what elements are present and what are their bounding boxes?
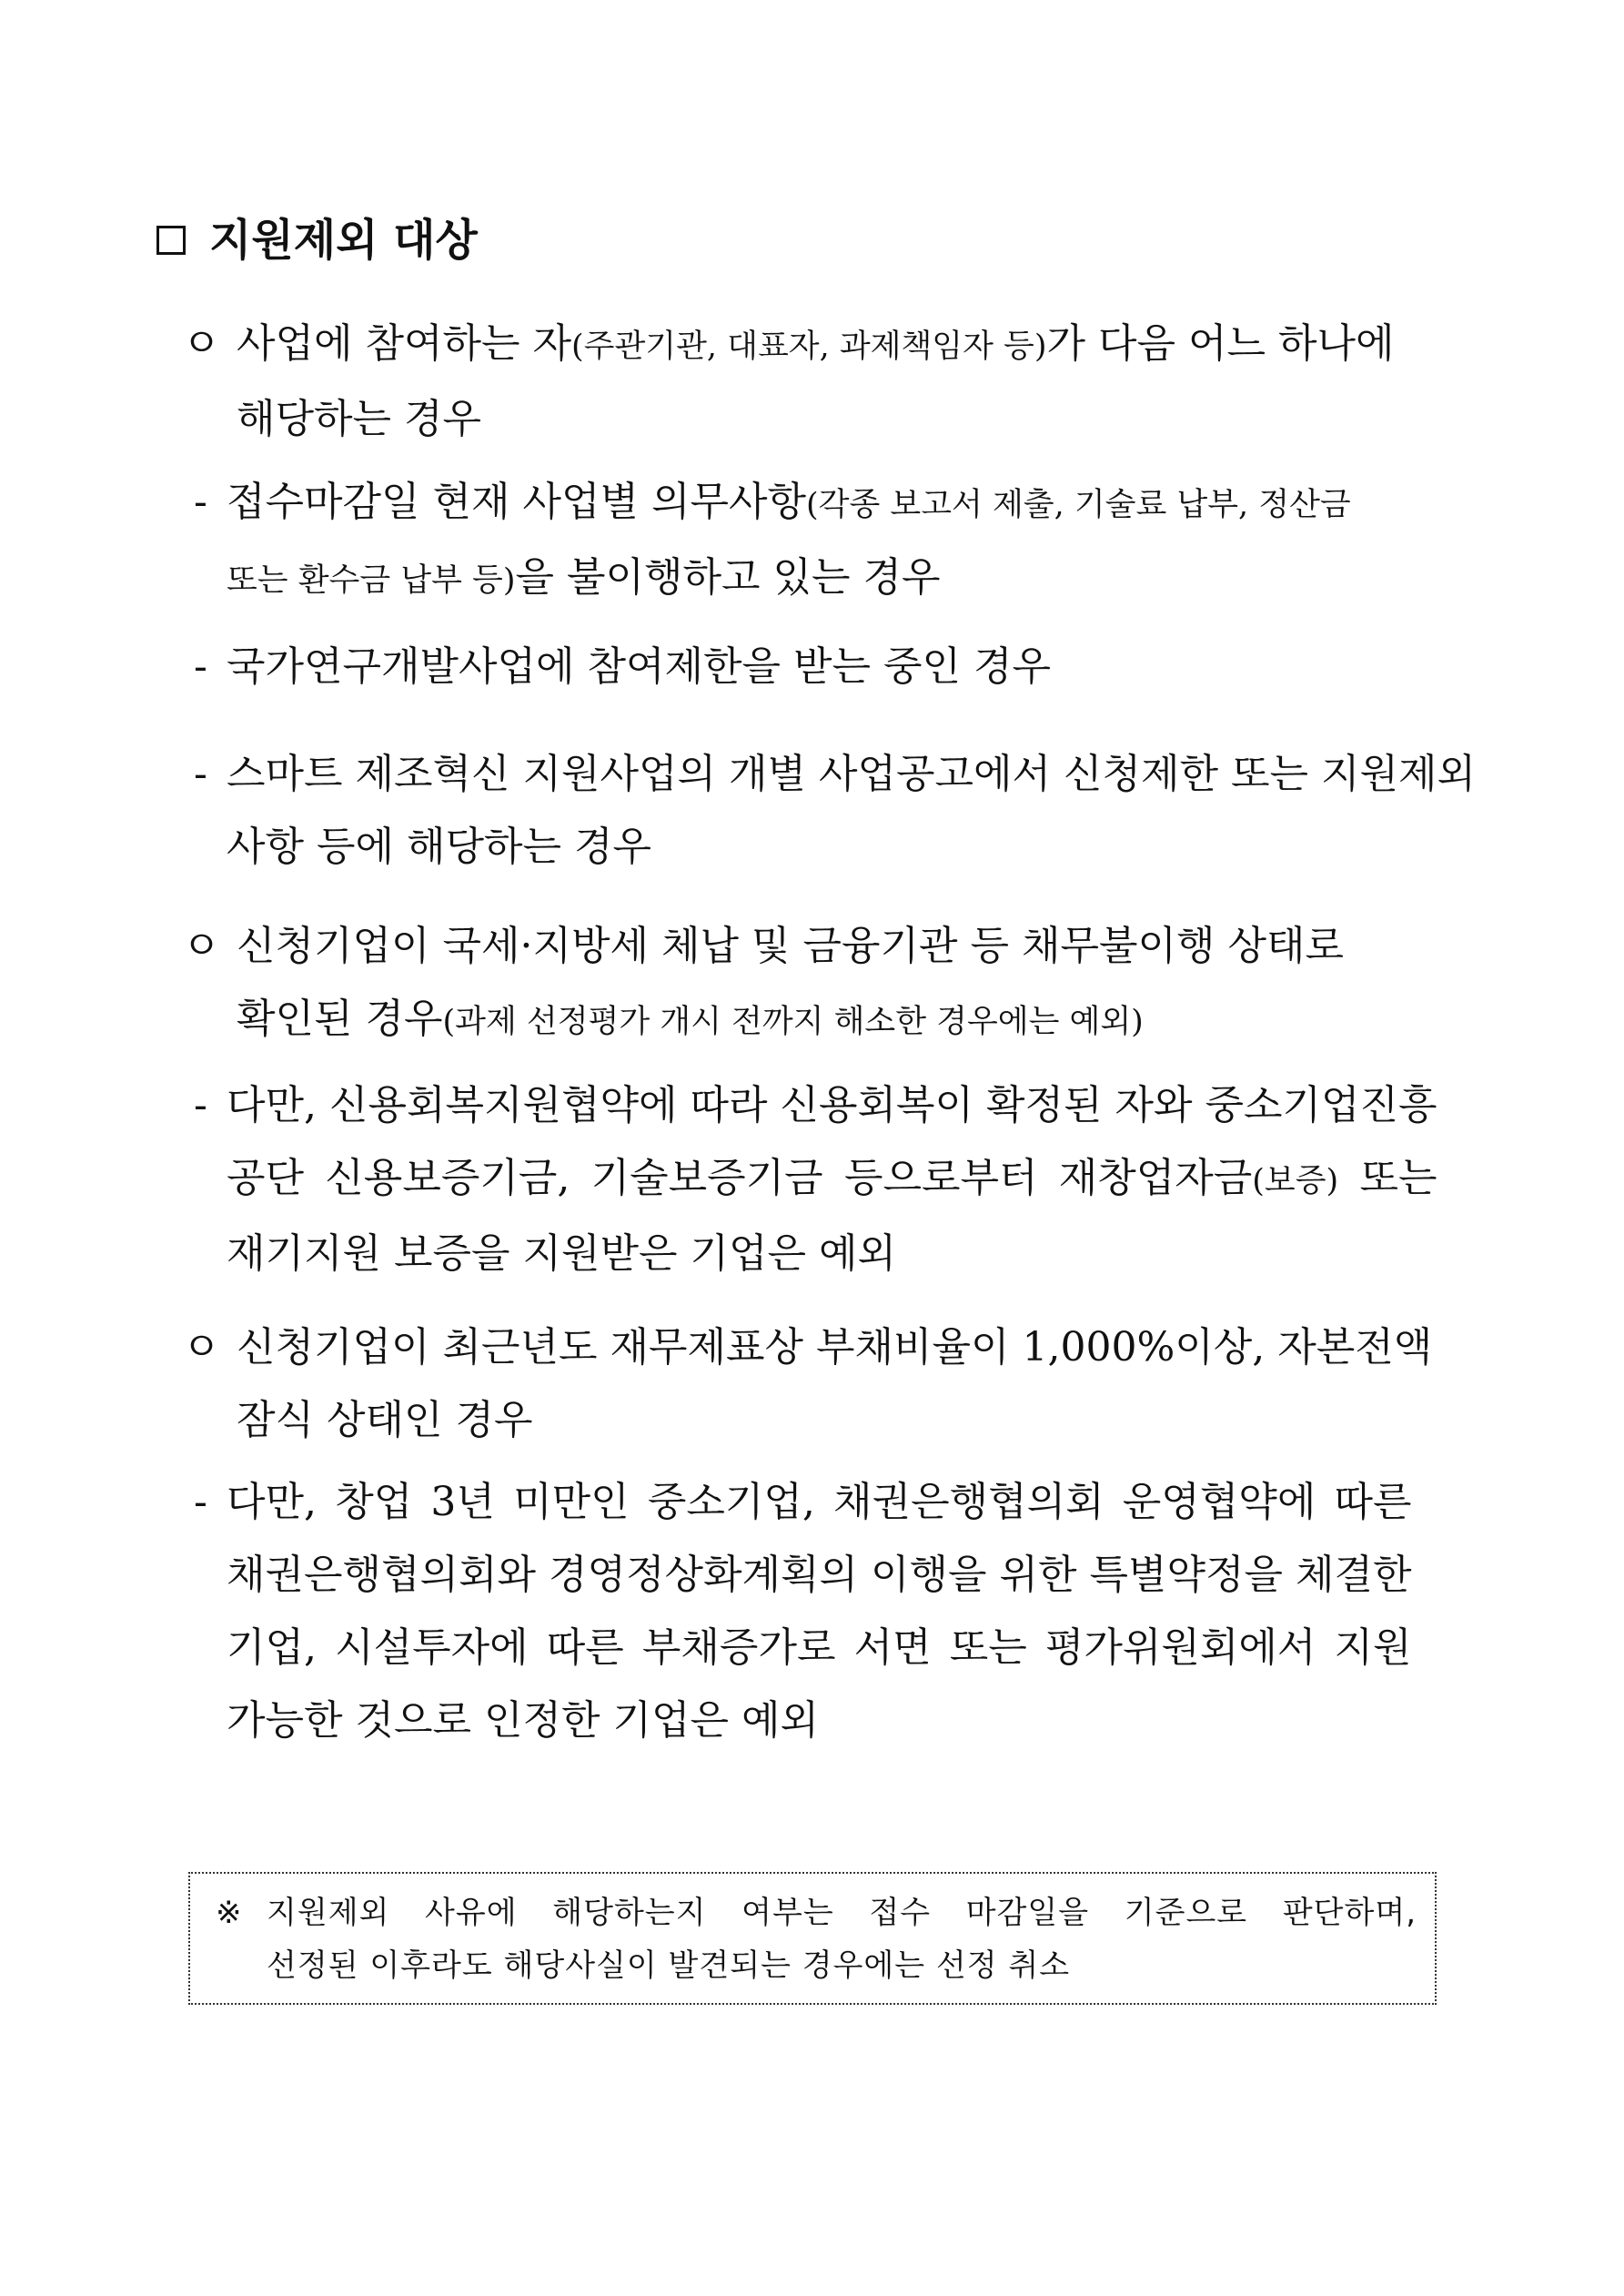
body-text: 가 다음 어느 하나에 <box>1046 320 1395 367</box>
list-item-circle <box>182 308 1474 456</box>
item-line <box>227 1218 1437 1290</box>
note-line: 지원제외 사유에 해당하는지 여부는 접수 마감일을 기준으로 판단하며, <box>267 1895 1417 1931</box>
section-heading-text: 지원제외 대상 <box>209 215 478 266</box>
circle-bullet: ㅇ <box>182 320 221 367</box>
item-lines <box>237 910 1344 1058</box>
body-text: 공단 신용보증기금, 기술보증기금 등으로부터 재창업자금 <box>227 1155 1253 1201</box>
circle-bullet: ㅇ <box>182 923 221 969</box>
body-text: 을 불이행하고 있는 경우 <box>515 554 941 601</box>
parenthetical-text: (과제 선정평가 개시 전까지 해소한 경우에는 예외) <box>442 1004 1144 1040</box>
item-line <box>237 308 1394 383</box>
body-text: 접수마감일 현재 사업별 의무사항 <box>227 479 807 525</box>
dash-bullet: - <box>194 643 207 690</box>
body-text: 신청기업이 최근년도 재무제표상 부채비율이 1,000%이상, 자본전액 <box>237 1324 1433 1371</box>
item-lines <box>227 738 1476 884</box>
body-text: 기업, 시설투자에 따른 부채증가로 서면 또는 평가위원회에서 지원 <box>227 1624 1412 1671</box>
note-row <box>216 1939 1417 1992</box>
item-line <box>227 631 1051 703</box>
list-item-circle <box>182 1311 1474 1457</box>
body-text: 채권은행협의회와 경영정상화계획의 이행을 위한 특별약정을 체결한 <box>227 1552 1412 1598</box>
item-lines <box>227 466 1351 617</box>
body-text: 국가연구개발사업에 참여제한을 받는 중인 경우 <box>227 643 1052 690</box>
body-text: 스마트 제조혁신 지원사업의 개별 사업공고에서 신청제한 또는 지원제외 <box>227 751 1477 797</box>
item-line <box>227 1069 1437 1142</box>
reference-mark-icon: ※ <box>216 1895 243 1931</box>
section-heading <box>156 211 478 269</box>
parenthetical-text: (각종 보고서 제출, 기술료 납부, 정산금 <box>806 487 1351 523</box>
item-line <box>227 738 1476 811</box>
item-line <box>227 1612 1412 1684</box>
dash-bullet: - <box>194 1082 207 1128</box>
item-line <box>237 383 1394 456</box>
body-text: 또는 <box>1338 1155 1437 1201</box>
item-lines <box>227 631 1051 703</box>
list-item-dash <box>194 738 1477 884</box>
list-item-circle <box>182 910 1474 1058</box>
list-item-dash <box>194 1466 1474 1757</box>
parenthetical-text: 또는 환수금 납부 등) <box>227 562 516 599</box>
note-line: 선정된 이후라도 해당사실이 발견되는 경우에는 선정 취소 <box>267 1947 1071 1984</box>
item-line <box>237 983 1344 1058</box>
list-item-dash <box>194 466 1474 617</box>
body-text: 해당하는 경우 <box>237 396 482 442</box>
body-text: 다만, 창업 3년 미만인 중소기업, 채권은행협의회 운영협약에 따른 <box>227 1479 1412 1525</box>
item-line <box>227 811 1476 884</box>
body-text: 재기지원 보증을 지원받은 기업은 예외 <box>227 1230 897 1277</box>
item-lines <box>237 1311 1432 1457</box>
body-text: 다만, 신용회복지원협약에 따라 신용회복이 확정된 자와 중소기업진흥 <box>227 1082 1437 1128</box>
circle-bullet: ㅇ <box>182 1324 221 1371</box>
parenthetical-text: (주관기관, 대표자, 과제책임자 등) <box>571 329 1047 365</box>
note-row <box>216 1886 1417 1939</box>
item-lines <box>227 1069 1437 1290</box>
item-line <box>227 1466 1412 1539</box>
body-text: 가능한 것으로 인정한 기업은 예외 <box>227 1697 819 1744</box>
item-lines <box>227 1466 1412 1757</box>
item-line <box>227 1684 1412 1757</box>
note-box <box>188 1872 1437 2005</box>
body-text: 신청기업이 국세·지방세 체납 및 금융기관 등 채무불이행 상태로 <box>237 923 1344 969</box>
item-line <box>227 466 1351 541</box>
body-text: 사업에 참여하는 자 <box>237 320 572 367</box>
list-item-dash <box>194 1069 1474 1290</box>
parenthetical-text: (보증) <box>1252 1163 1339 1199</box>
item-line <box>237 1384 1432 1457</box>
checkbox-square-icon <box>156 226 186 255</box>
body-text: 사항 등에 해당하는 경우 <box>227 824 651 870</box>
item-line <box>227 1539 1412 1612</box>
body-text: 잠식 상태인 경우 <box>237 1397 533 1443</box>
item-line <box>227 541 1351 617</box>
body-text: 확인된 경우 <box>237 996 443 1042</box>
dash-bullet: - <box>194 751 207 797</box>
dash-bullet: - <box>194 479 207 525</box>
item-line <box>237 910 1344 983</box>
list-item-dash <box>194 631 1474 703</box>
item-line <box>237 1311 1432 1384</box>
item-line <box>227 1142 1437 1218</box>
item-lines <box>237 308 1394 456</box>
dash-bullet: - <box>194 1479 207 1525</box>
